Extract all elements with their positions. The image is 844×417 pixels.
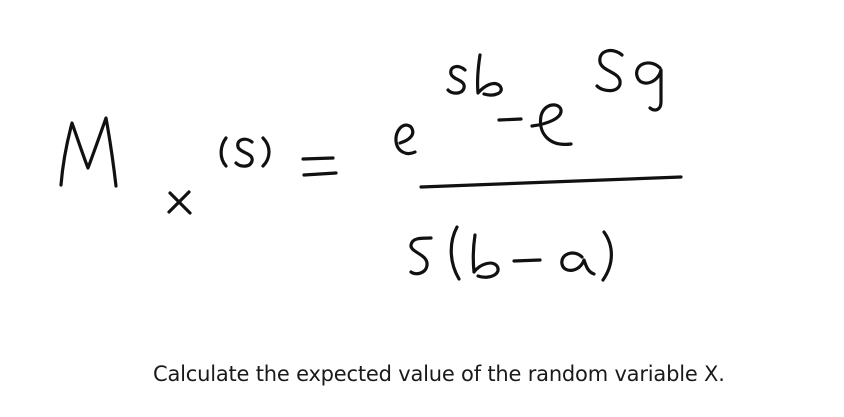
- formula-denominator-s: [411, 238, 431, 274]
- formula-argument-s: [236, 139, 252, 166]
- formula-denominator-b: [473, 235, 498, 277]
- formula-numerator-e2: [532, 105, 571, 144]
- formula-fraction-bar: [421, 177, 681, 187]
- formula-numerator-minus: [499, 119, 521, 120]
- formula-exponent-sa-a: [637, 63, 661, 110]
- formula-denominator-close-paren: [603, 232, 611, 280]
- formula-equals-sign: [303, 158, 336, 175]
- formula-numerator-e1: [396, 125, 415, 153]
- formula-exponent-sb-b: [478, 55, 502, 95]
- formula-subscript-x: [169, 192, 190, 213]
- formula-denominator-a: [562, 253, 594, 274]
- formula-argument-close-paren: [263, 138, 269, 166]
- formula-argument-open-paren: [221, 138, 226, 166]
- question-text: Calculate the expected value of the random variable X.: [153, 362, 725, 386]
- formula-exponent-sb-s: [448, 67, 465, 94]
- formula-denominator-open-paren: [451, 227, 459, 279]
- formula-function-name-m: [61, 118, 116, 186]
- formula-denominator-minus: [514, 260, 540, 261]
- formula-exponent-sa-s: [597, 51, 622, 91]
